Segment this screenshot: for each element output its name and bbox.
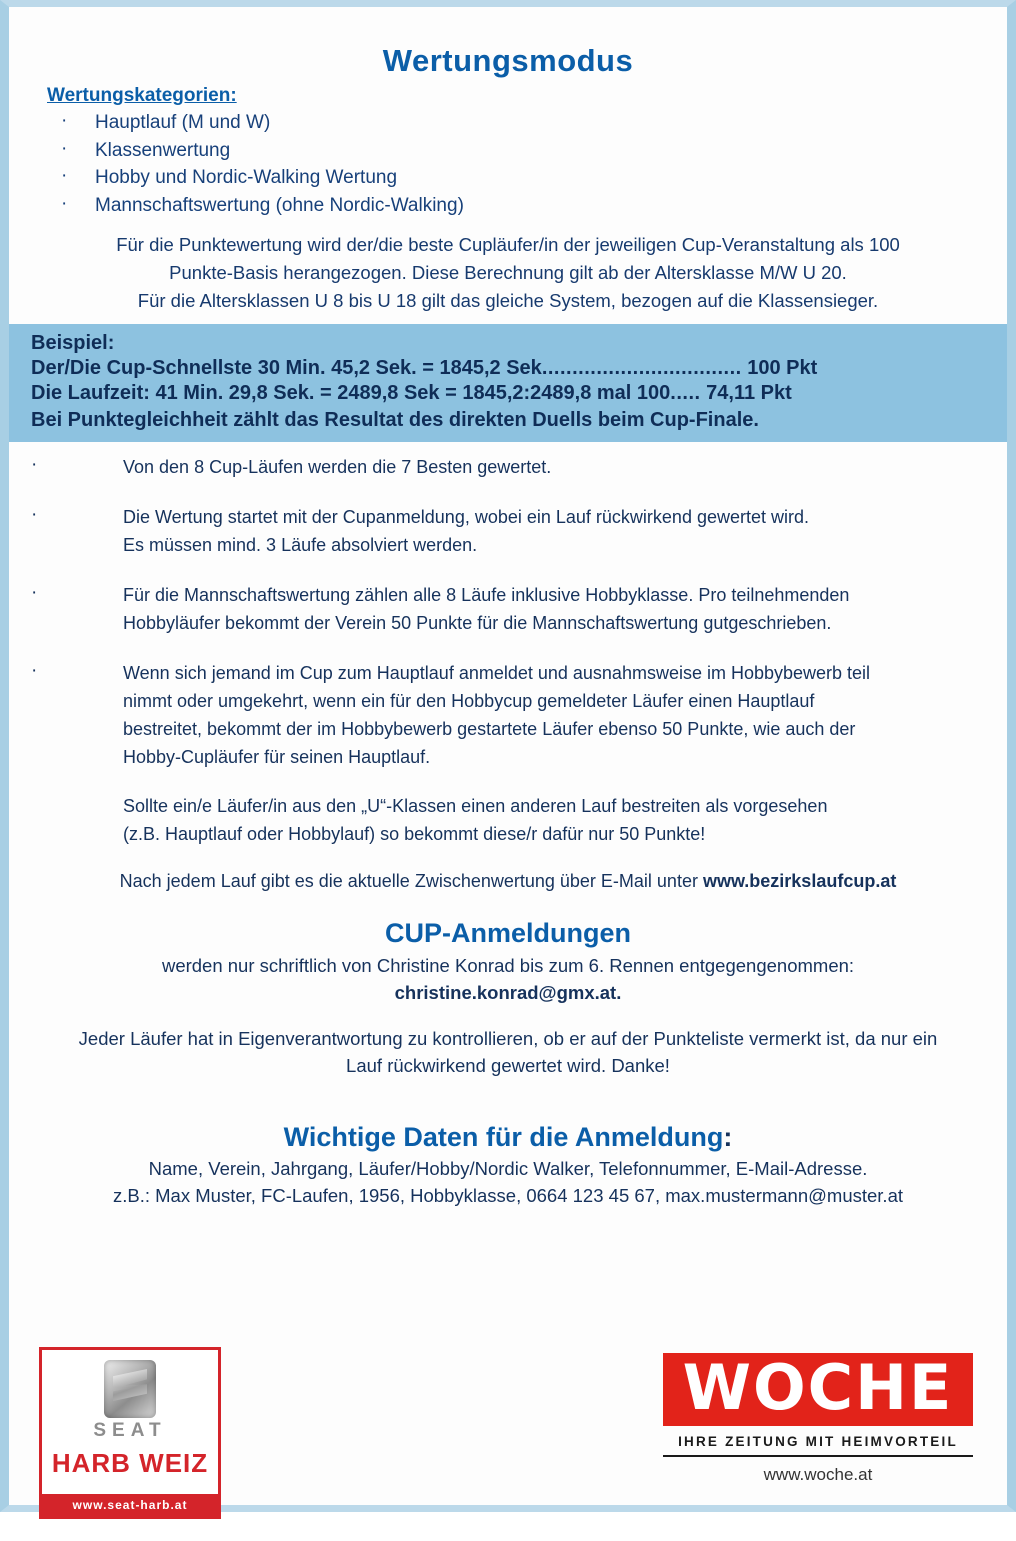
rule-line: (z.B. Hauptlauf oder Hobbylauf) so bekommt diese/r dafür nur 50 Punkte!: [123, 824, 706, 845]
interim-note-text: Nach jedem Lauf gibt es die aktuelle Zwischenwertung über E-Mail unter: [119, 871, 703, 892]
example-line-1-dots: .................................: [541, 357, 742, 380]
rule-line: · Von den 8 Cup-Läufen werden die 7 Besten gewertet.: [123, 457, 552, 478]
list-item: [31, 504, 969, 560]
example-line-1-text: Der/Die Cup-Schnellste 30 Min. 45,2 Sek. = 1845,2 Sek: [31, 357, 542, 380]
important-data-title: [9, 1122, 1007, 1153]
woche-wordmark: WOCHE: [682, 1351, 954, 1424]
bezirkslaufcup-link[interactable]: www.bezirkslaufcup.at: [702, 871, 897, 892]
woche-slogan: IHRE ZEITUNG MIT HEIMVORTEIL: [663, 1434, 973, 1457]
example-band: [9, 324, 1007, 442]
page-title: Wertungsmodus: [382, 43, 634, 78]
important-data-title-colon: :: [723, 1121, 733, 1152]
example-line-1-points: 100 Pkt: [747, 357, 818, 380]
responsibility-line-2: Lauf rückwirkend gewertet wird. Danke!: [346, 1054, 670, 1076]
intro-line-3: Für die Altersklassen U 8 bis U 18 gilt das gleiche System, bezogen auf die Klassensieger.: [137, 289, 879, 311]
example-title: Beispiel:: [31, 332, 115, 355]
seat-emblem-icon: [104, 1360, 156, 1418]
list-item: [31, 454, 969, 482]
cup-registration-email[interactable]: christine.konrad@gmx.at.: [394, 982, 622, 1004]
categories-heading: Wertungskategorien:: [47, 85, 237, 106]
intro-paragraph: [43, 231, 973, 314]
list-item: · Hauptlauf (M und W): [55, 109, 1007, 137]
sponsor-logos: [9, 1337, 1007, 1527]
rule-line: bestreitet, bekommt der im Hobbybewerb gestartete Läufer ebenso 50 Punkte, wie auch der: [123, 718, 856, 739]
example-line-2-dots: .....: [670, 382, 701, 405]
important-data-line-2: z.B.: Max Muster, FC-Laufen, 1956, Hobbyklasse, 0664 123 45 67, max.mustermann@muster.at: [113, 1185, 903, 1207]
cup-registration-subtitle: werden nur schriftlich von Christine Konrad bis zum 6. Rennen entgegengenommen:: [161, 955, 855, 977]
rule-line: Es müssen mind. 3 Läufe absolviert werden.: [123, 535, 478, 556]
intro-line-1: Für die Punktewertung wird der/die beste Cupläufer/in der jeweiligen Cup-Veranstaltung als 100: [116, 234, 900, 256]
seat-url[interactable]: www.seat-harb.at: [42, 1494, 218, 1516]
example-line-2-text: Die Laufzeit: 41 Min. 29,8 Sek. = 2489,8 Sek = 1845,2:2489,8 mal 100: [31, 382, 671, 405]
rule-line: nimmt oder umgekehrt, wenn ein für den Hobbycup gemeldeter Läufer einen Hauptlauf: [123, 690, 815, 711]
rules-list: [9, 454, 1007, 849]
example-line-3: Bei Punktegleichheit zählt das Resultat des direkten Duells beim Cup-Finale.: [31, 409, 759, 432]
list-item: [31, 793, 969, 849]
interim-result-note: [39, 871, 977, 892]
important-data-line-1: Name, Verein, Jahrgang, Läufer/Hobby/Nordic Walker, Telefonnummer, E-Mail-Adresse.: [148, 1157, 868, 1179]
list-item: [31, 582, 969, 638]
rule-line: · Für die Mannschaftswertung zählen alle 8 Läufe inklusive Hobbyklasse. Pro teilnehmenden: [123, 585, 850, 606]
important-data-title-text: Wichtige Daten für die Anmeldung: [283, 1121, 724, 1152]
rule-line: Sollte ein/e Läufer/in aus den „U“-Klassen einen anderen Lauf bestreiten als vorgesehen: [123, 796, 828, 817]
seat-brand-name: SEAT: [93, 1420, 167, 1441]
responsibility-line-1: Jeder Läufer hat in Eigenverantwortung zu kontrollieren, ob er auf der Punkteliste vermerkt ist, da nur ein: [78, 1028, 938, 1050]
list-item: · Klassenwertung: [55, 137, 1007, 165]
categories-list: [9, 109, 1007, 219]
list-item: · Hobby und Nordic-Walking Wertung: [55, 164, 1007, 192]
list-item: · Mannschaftswertung (ohne Nordic-Walking): [55, 192, 1007, 220]
rule-line: Hobby-Cupläufer für seinen Hauptlauf.: [123, 746, 431, 767]
intro-line-2: Punkte-Basis herangezogen. Diese Berechnung gilt ab der Altersklasse M/W U 20.: [169, 261, 847, 283]
document-body: [9, 43, 1007, 1541]
rule-line: · Wenn sich jemand im Cup zum Hauptlauf anmeldet und ausnahmsweise im Hobbybewerb teil: [123, 662, 871, 683]
seat-dealer-name: HARB WEIZ: [51, 1448, 209, 1478]
cup-registration-title: CUP-Anmeldungen: [385, 918, 631, 949]
woche-url[interactable]: www.woche.at: [763, 1464, 873, 1484]
example-line-2-points: 74,11 Pkt: [706, 382, 792, 405]
example-line-2: [31, 382, 1007, 405]
rule-line: · Die Wertung startet mit der Cupanmeldung, wobei ein Lauf rückwirkend gewertet wird.: [123, 507, 809, 528]
seat-harb-logo: [39, 1347, 221, 1519]
list-item: [31, 660, 969, 772]
example-line-1: [31, 357, 1007, 380]
rule-line: Hobbyläufer bekommt der Verein 50 Punkte für die Mannschaftswertung gutgeschrieben.: [123, 613, 832, 633]
woche-wordmark-box: [663, 1353, 973, 1426]
woche-logo: [663, 1353, 973, 1485]
responsibility-note: [33, 1026, 983, 1080]
